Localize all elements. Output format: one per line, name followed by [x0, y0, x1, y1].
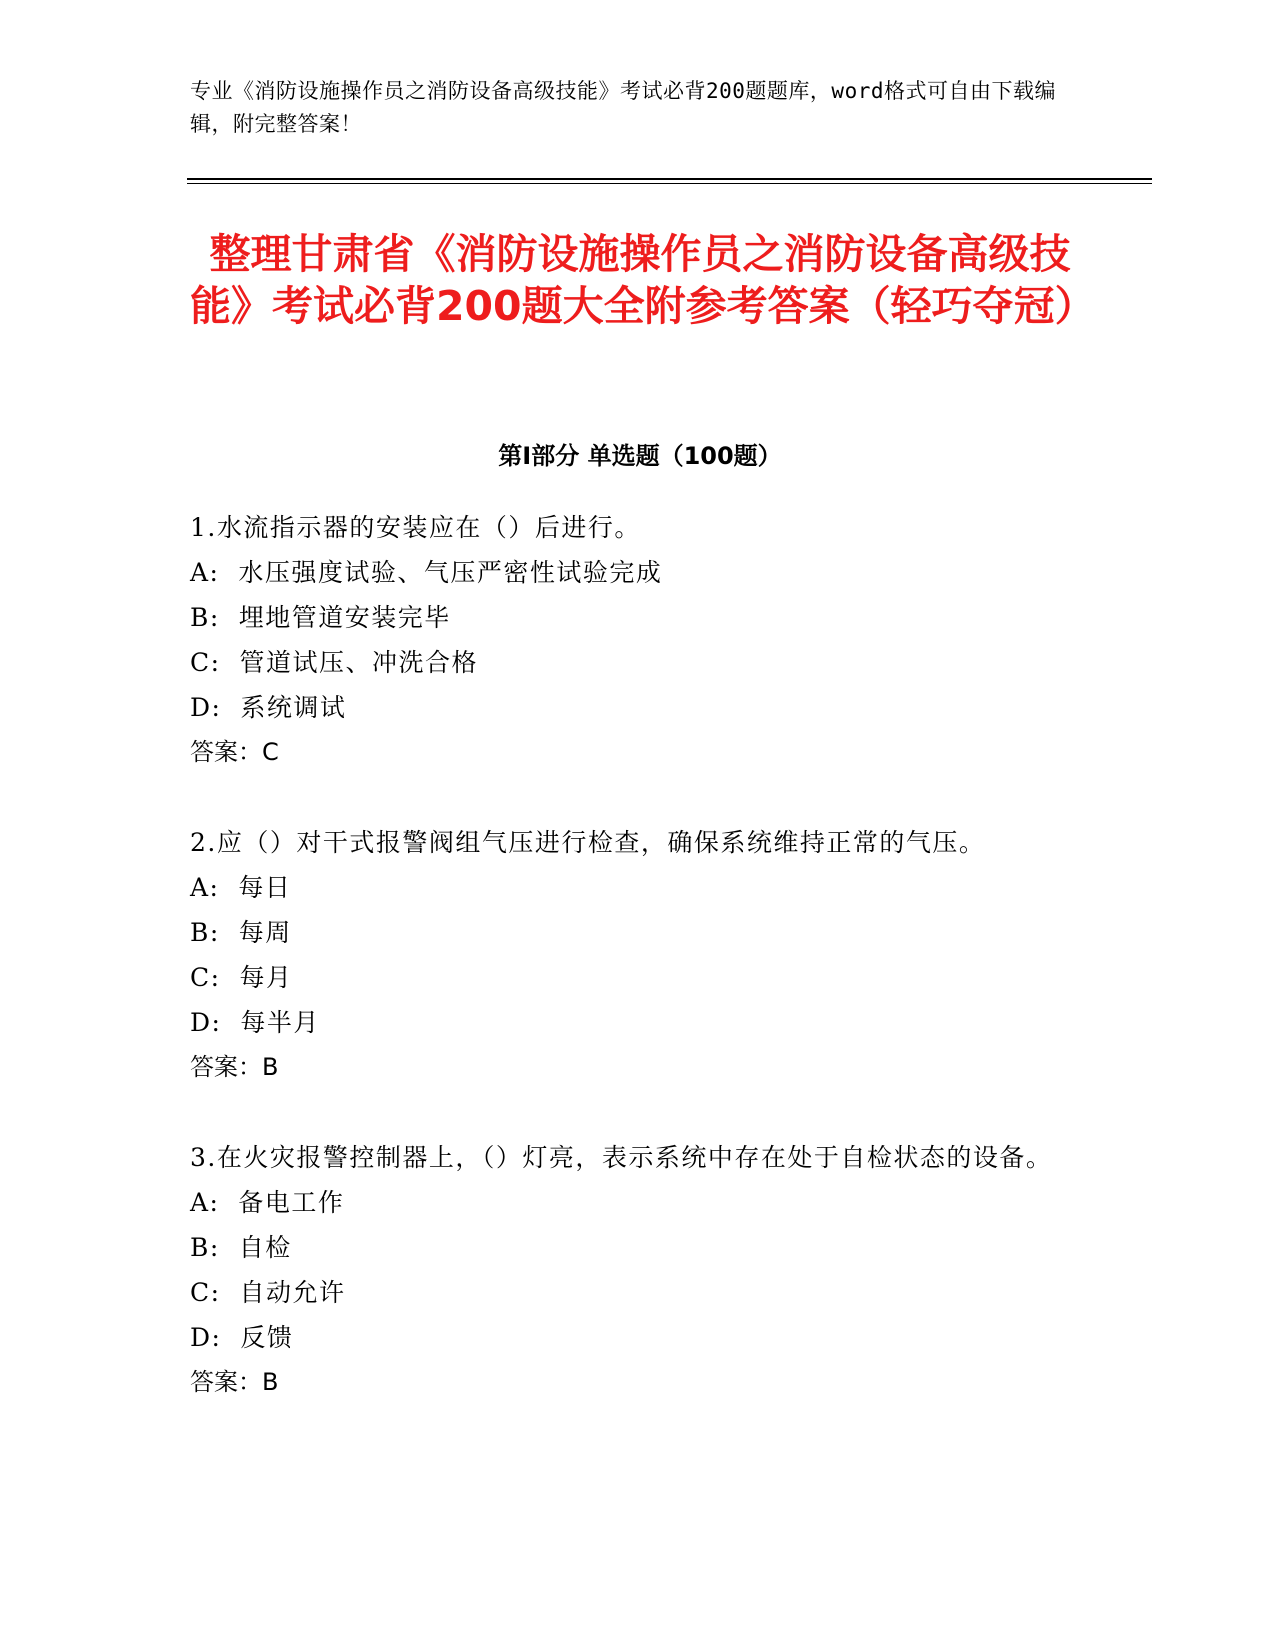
header-note: 专业《消防设施操作员之消防设备高级技能》考试必背200题题库，word格式可自由下载编辑，附完整答案！	[190, 79, 1056, 136]
option-b: B: 每周	[190, 918, 292, 947]
question-stem: 2.应（）对干式报警阀组气压进行检查，确保系统维持正常的气压。	[190, 828, 986, 857]
answer: 答案：B	[190, 1368, 279, 1396]
question-2	[190, 820, 1090, 1090]
option-d: D: 反馈	[190, 1323, 294, 1352]
option-a: A: 每日	[190, 873, 292, 902]
option-c: C: 每月	[190, 963, 293, 992]
answer: 答案：C	[190, 738, 279, 766]
option-c: C: 管道试压、冲洗合格	[190, 648, 478, 677]
document-title: 整理甘肃省《消防设施操作员之消防设备高级技能》考试必背200题大全附参考答案（轻巧夺冠）	[190, 230, 1096, 330]
question-stem: 3.在火灾报警控制器上，（）灯亮，表示系统中存在处于自检状态的设备。	[190, 1143, 1053, 1172]
answer: 答案：B	[190, 1053, 279, 1081]
header-divider	[187, 178, 1152, 180]
option-b: B: 埋地管道安装完毕	[190, 603, 451, 632]
question-1	[190, 505, 1090, 775]
option-d: D: 每半月	[190, 1008, 320, 1037]
option-b: B: 自检	[190, 1233, 292, 1262]
option-d: D: 系统调试	[190, 693, 347, 722]
question-3	[190, 1135, 1090, 1405]
section-heading: 第I部分 单选题（100题）	[498, 442, 782, 470]
question-stem: 1.水流指示器的安装应在（）后进行。	[190, 513, 641, 542]
header-divider-thin	[187, 183, 1152, 184]
option-a: A: 水压强度试验、气压严密性试验完成	[190, 558, 663, 587]
option-a: A: 备电工作	[190, 1188, 345, 1217]
option-c: C: 自动允许	[190, 1278, 346, 1307]
